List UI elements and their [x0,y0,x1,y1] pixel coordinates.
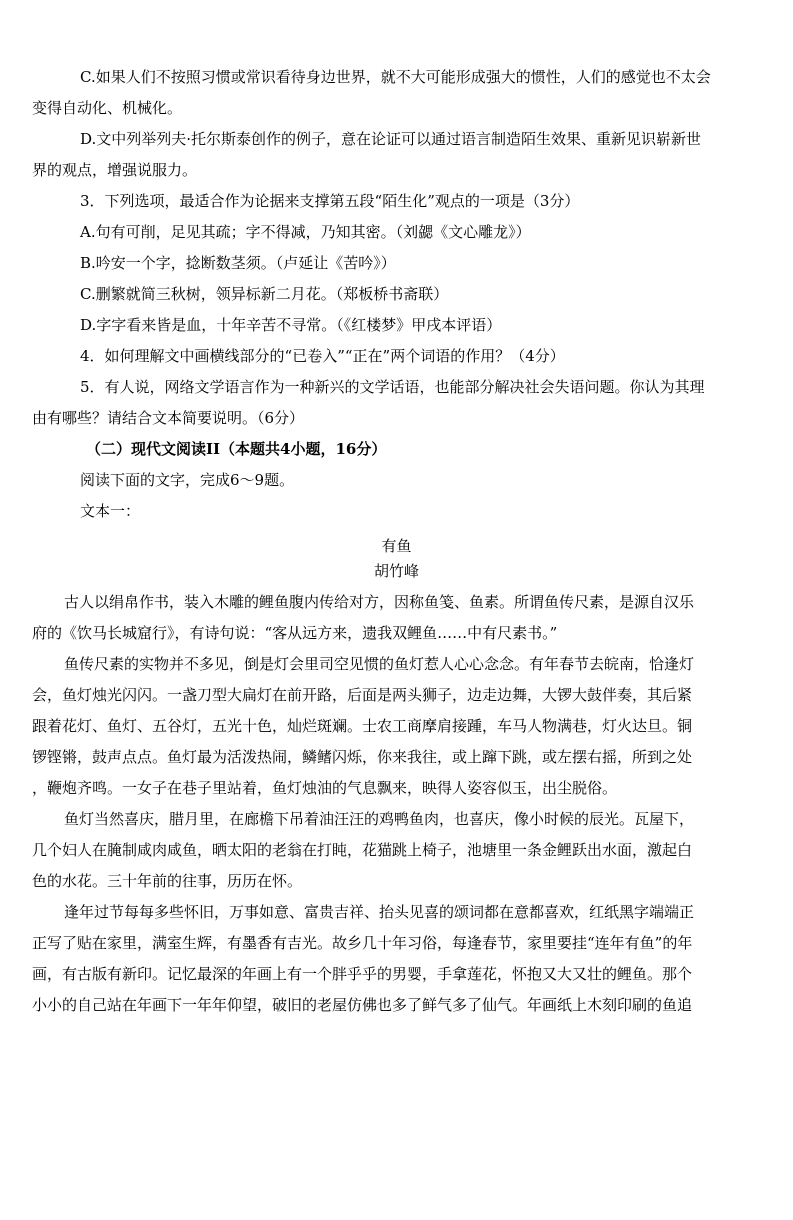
article-author: 胡竹峰 [373,562,419,580]
paragraph-line: 古人以绢帛作书，装入木雕的鲤鱼腹内传给对方，因称鱼笺、鱼素。所谓鱼传尺素，是源自汉乐 [64,593,695,611]
question-5-line-1: 5．有人说，网络文学语言作为一种新兴的文学话语，也能部分解决社会失语问题。你认为其理 [80,378,705,396]
text-label: 文本一： [80,502,141,520]
question-3: 3．下列选项，最适合作为论据来支撑第五段“陌生化”观点的一项是（3分） [80,192,580,210]
article-paragraph-3 [32,804,755,897]
option-c-line-1: C.如果人们不按照习惯或常识看待身边世界，就不大可能形成强大的惯性，人们的感觉也不太会 [80,68,711,86]
article-paragraph-1 [32,587,755,649]
paragraph-line: 府的《饮马长城窟行》，有诗句说：“客从远方来，遗我双鲤鱼……中有尺素书。” [32,624,558,642]
paragraph-line: 鱼传尺素的实物并不多见，倒是灯会里司空见惯的鱼灯惹人心心念念。有年春节去皖南，恰逢灯 [64,655,695,673]
paragraph-line: 锣铿锵，鼓声点点。鱼灯最为活泼热闹，鳞鳍闪烁，你来我往，或上蹿下跳，或左摆右摇，所到之处 [32,748,693,766]
section-heading: （二）现代文阅读II（本题共4小题，16分） [86,440,387,458]
paragraph-line: 鱼灯当然喜庆，腊月里，在廊檐下吊着油汪汪的鸡鸭鱼肉，也喜庆，像小时候的辰光。瓦屋下， [64,810,695,828]
option-d-line-2: 界的观点，增强说服力。 [32,161,198,179]
article-title: 有鱼 [381,537,412,555]
paragraph-line: 跟着花灯、鱼灯、五谷灯，五光十色，灿烂斑斓。士农工商摩肩接踵，车马人物满巷，灯火达旦。铜 [32,717,693,735]
article-paragraph-2 [32,649,755,804]
question-3-option-d: D.字字看来皆是血，十年辛苦不寻常。（《红楼梦》甲戌本评语） [80,316,502,334]
option-c-line-2: 变得自动化、机械化。 [32,99,183,117]
paragraph-line: ，鞭炮齐鸣。一女子在巷子里站着，鱼灯烛油的气息飘来，映得人姿容似玉，出尘脱俗。 [32,779,618,797]
reading-instruction: 阅读下面的文字，完成6～9题。 [80,471,295,489]
paragraph-line: 正写了贴在家里，满室生辉，有墨香有吉光。故乡几十年习俗，每逢春节，家里要挂“连年有鱼”的年 [32,934,693,952]
paragraph-line: 小小的自己站在年画下一年年仰望，破旧的老屋仿佛也多了鲜气多了仙气。年画纸上木刻印刷的鱼追 [32,996,693,1014]
paragraph-line: 会，鱼灯烛光闪闪。一盏刀型大扁灯在前开路，后面是两头狮子，边走边舞，大锣大鼓伴奏，其后紧 [32,686,693,704]
paragraph-line: 画，有古版有新印。记忆最深的年画上有一个胖乎乎的男婴，手拿莲花，怀抱又大又壮的鲤鱼。那个 [32,965,693,983]
paragraph-line: 逢年过节每每多些怀旧，万事如意、富贵吉祥、抬头见喜的颂词都在意都喜欢，红纸黑字端端正 [64,903,695,921]
question-4: 4．如何理解文中画横线部分的“已卷入”“正在”两个词语的作用？（4分） [80,347,565,365]
article-paragraph-4 [32,897,755,1021]
paragraph-line: 几个妇人在腌制咸肉咸鱼，晒太阳的老翁在打盹，花猫跳上椅子，池塘里一条金鲤跃出水面，激起白 [32,841,693,859]
question-3-option-a: A.句有可削，足见其疏；字不得减，乃知其密。（刘勰《文心雕龙》） [80,223,531,241]
option-d-line-1: D.文中列举列夫·托尔斯泰创作的例子，意在论证可以通过语言制造陌生效果、重新见识崭新世 [80,130,702,148]
question-5-line-2: 由有哪些？请结合文本简要说明。（6分） [32,409,305,427]
question-3-option-c: C.删繁就简三秋树，领异标新二月花。（郑板桥书斋联） [80,285,449,303]
paragraph-line: 色的水花。三十年前的往事，历历在怀。 [32,872,303,890]
question-3-option-b: B.吟安一个字，捻断数茎须。（卢延让《苦吟》） [80,254,396,272]
